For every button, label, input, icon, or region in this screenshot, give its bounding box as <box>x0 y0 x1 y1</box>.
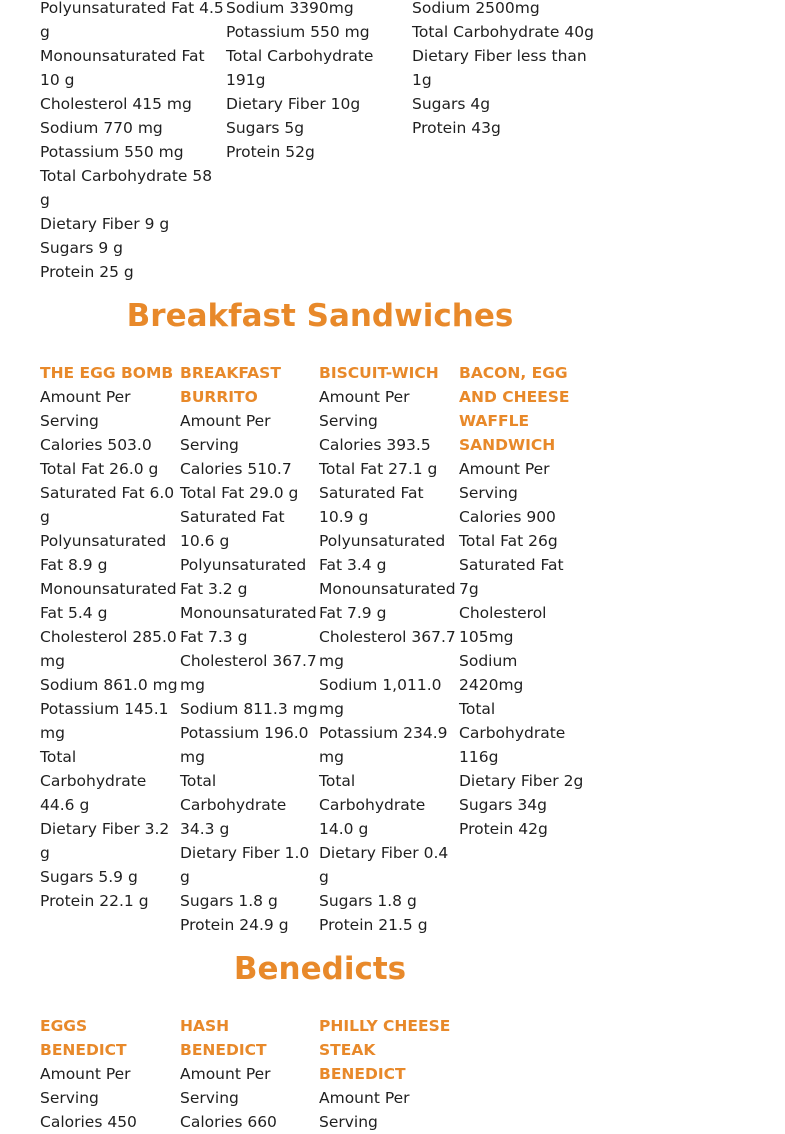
nutrition-line: Dietary Fiber less than 1g <box>412 47 587 89</box>
nutrition-line: Protein 24.9 g <box>180 916 289 934</box>
nutrition-line: Protein 43g <box>412 119 501 137</box>
nutrition-line: Total Carbohydrate 14.0 g <box>319 772 426 838</box>
nutrition-line: Total Fat 27.1 g <box>319 460 438 478</box>
top-nutrition-column-3 <box>412 0 596 140</box>
item-name: PHILLY CHEESE STEAK BENEDICT <box>319 1017 451 1083</box>
nutrition-line: Total Carbohydrate 34.3 g <box>180 772 287 838</box>
nutrition-line: Saturated Fat 7g <box>459 556 564 598</box>
nutrition-line: Saturated Fat 6.0 g <box>40 484 175 526</box>
nutrition-line: Total Carbohydrate 191g <box>226 47 374 89</box>
item-name: BACON, EGG AND CHEESE WAFFLE SANDWICH <box>459 364 570 454</box>
item-name: HASH BENEDICT <box>180 1017 267 1059</box>
nutrition-line: Total Carbohydrate 44.6 g <box>40 748 147 814</box>
nutrition-line: Amount Per Serving <box>319 1089 410 1131</box>
nutrition-line: Protein 52g <box>226 143 315 161</box>
item-eggs-benedict <box>40 1014 178 1134</box>
nutrition-line: Calories 450 <box>40 1113 137 1131</box>
nutrition-line: Saturated Fat 10.6 g <box>180 508 285 550</box>
nutrition-line: Sodium 861.0 mg <box>40 676 178 694</box>
nutrition-line: Cholesterol 285.0 mg <box>40 628 177 670</box>
nutrition-line: Calories 393.5 <box>319 436 431 454</box>
nutrition-line: Polyunsaturated Fat 8.9 g <box>40 532 167 574</box>
nutrition-line: Sugars 5.9 g <box>40 868 138 886</box>
item-hash-benedict <box>180 1014 318 1134</box>
nutrition-line: Potassium 550 mg <box>226 23 370 41</box>
nutrition-line: Sugars 1.8 g <box>180 892 278 910</box>
nutrition-line: Sugars 9 g <box>40 239 124 257</box>
nutrition-line: Sodium 770 mg <box>40 119 163 137</box>
nutrition-line: Potassium 234.9 mg <box>319 724 448 766</box>
nutrition-line: Saturated Fat 10.9 g <box>319 484 424 526</box>
nutrition-line: Calories 503.0 <box>40 436 152 454</box>
item-breakfast-burrito <box>180 361 318 937</box>
item-name: EGGS BENEDICT <box>40 1017 127 1059</box>
nutrition-line: Dietary Fiber 2g <box>459 772 584 790</box>
nutrition-line: Polyunsaturated Fat 4.5 g <box>40 0 224 41</box>
nutrition-line: Polyunsaturated Fat 3.4 g <box>319 532 446 574</box>
nutrition-line: Sodium 1,011.0 mg <box>319 676 442 718</box>
nutrition-line: Polyunsaturated Fat 3.2 g <box>180 556 307 598</box>
nutrition-line: Cholesterol 415 mg <box>40 95 192 113</box>
section-title-breakfast-sandwiches: Breakfast Sandwiches <box>126 298 514 334</box>
nutrition-line: Potassium 550 mg <box>40 143 184 161</box>
section-title-benedicts: Benedicts <box>233 951 407 987</box>
nutrition-line: Calories 510.7 <box>180 460 292 478</box>
nutrition-line: Protein 22.1 g <box>40 892 149 910</box>
nutrition-line: Sugars 1.8 g <box>319 892 417 910</box>
nutrition-line: Dietary Fiber 1.0 g <box>180 844 310 886</box>
nutrition-line: Monounsaturated Fat 10 g <box>40 47 205 89</box>
nutrition-line: Total Carbohydrate 58 g <box>40 167 213 209</box>
nutrition-line: Calories 660 <box>180 1113 277 1131</box>
nutrition-line: Total Fat 26g <box>459 532 558 550</box>
nutrition-line: Sodium 811.3 mg <box>180 700 318 718</box>
nutrition-line: Dietary Fiber 3.2 g <box>40 820 170 862</box>
nutrition-line: Total Carbohydrate 116g <box>459 700 566 766</box>
nutrition-line: Amount Per Serving <box>180 412 271 454</box>
nutrition-line: Cholesterol 105mg <box>459 604 547 646</box>
nutrition-line: Sugars 5g <box>226 119 305 137</box>
nutrition-line: Monounsaturated Fat 5.4 g <box>40 580 177 622</box>
nutrition-line: Protein 42g <box>459 820 548 838</box>
top-nutrition-column-2 <box>226 0 406 164</box>
nutrition-line: Monounsaturated Fat 7.3 g <box>180 604 317 646</box>
nutrition-line: Amount Per Serving <box>319 388 410 430</box>
nutrition-line: Cholesterol 367.7 mg <box>180 652 317 694</box>
item-bacon-egg-cheese-waffle-sandwich <box>459 361 585 841</box>
item-name: THE EGG BOMB <box>40 364 174 382</box>
nutrition-line: Protein 25 g <box>40 263 134 281</box>
nutrition-line: Amount Per Serving <box>40 1065 131 1107</box>
nutrition-line: Potassium 145.1 mg <box>40 700 169 742</box>
nutrition-line: Sugars 34g <box>459 796 547 814</box>
nutrition-line: Dietary Fiber 0.4 g <box>319 844 449 886</box>
top-nutrition-column-1 <box>40 0 226 284</box>
nutrition-line: Sodium 2420mg <box>459 652 524 694</box>
nutrition-line: Amount Per Serving <box>459 460 550 502</box>
nutrition-line: Dietary Fiber 9 g <box>40 215 170 233</box>
item-name: BISCUIT-WICH <box>319 364 439 382</box>
nutrition-line: Dietary Fiber 10g <box>226 95 361 113</box>
nutrition-line: Total Fat 29.0 g <box>180 484 299 502</box>
item-the-egg-bomb <box>40 361 178 913</box>
item-biscuit-wich <box>319 361 457 937</box>
nutrition-line: Amount Per Serving <box>40 388 131 430</box>
nutrition-line: Monounsaturated Fat 7.9 g <box>319 580 456 622</box>
nutrition-line: Protein 21.5 g <box>319 916 428 934</box>
nutrition-line: Sodium 2500mg <box>412 0 540 17</box>
nutrition-line: Calories 900 <box>459 508 556 526</box>
nutrition-line: Sugars 4g <box>412 95 491 113</box>
nutrition-line: Total Fat 26.0 g <box>40 460 159 478</box>
nutrition-line: Sodium 3390mg <box>226 0 354 17</box>
item-name: BREAKFAST BURRITO <box>180 364 281 406</box>
nutrition-line: Total Carbohydrate 40g <box>412 23 594 41</box>
item-philly-cheese-steak-benedict <box>319 1014 457 1134</box>
nutrition-line: Cholesterol 367.7 mg <box>319 628 456 670</box>
nutrition-line: Potassium 196.0 mg <box>180 724 309 766</box>
nutrition-line: Amount Per Serving <box>180 1065 271 1107</box>
